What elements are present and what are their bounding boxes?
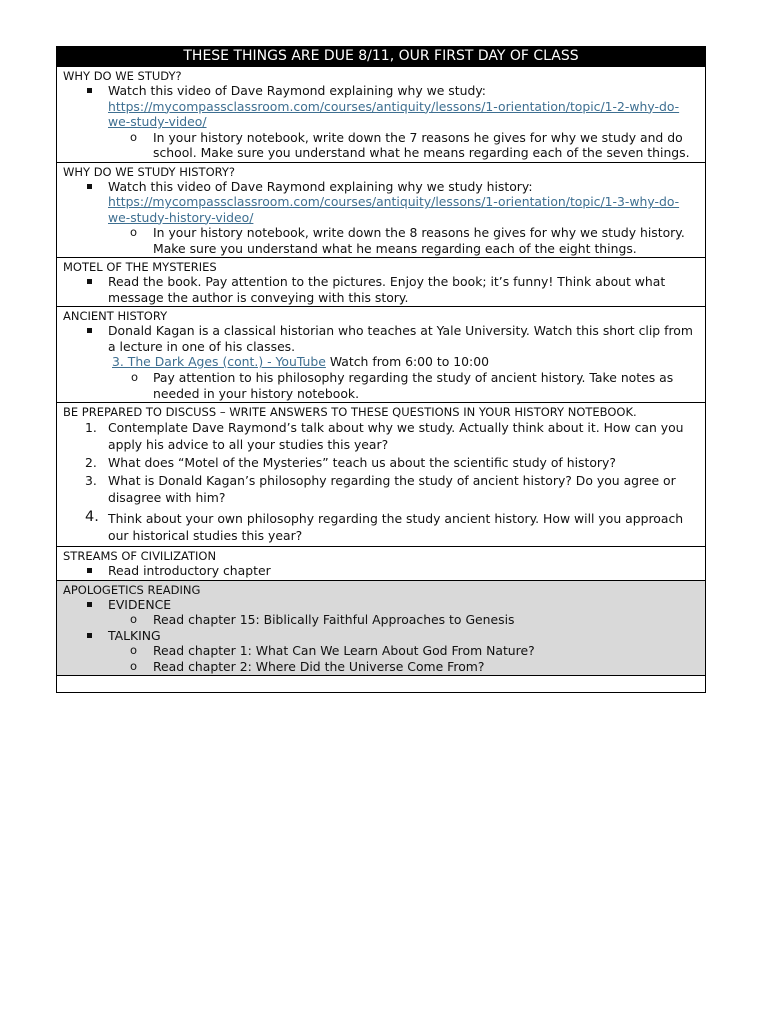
square-bullet-icon (87, 602, 92, 607)
section-why-study (57, 67, 706, 163)
square-bullet-icon (87, 328, 92, 333)
circle-bullet-icon: o (130, 129, 138, 144)
list-item: Watch this video of Dave Raymond explaining why we study: https://mycompassclassroom.com/courses/antiquity/lessons/1-orientation/topic/1-2-why-do-we-study-video/ o In your history notebook, write down the 7 reasons he gives for why we study and do school. Make sure you understand what he means regarding each of the seven things. (63, 83, 699, 161)
video-link[interactable]: https://mycompassclassroom.com/courses/antiquity/lessons/1-orientation/topic/1-2-why-do-we-study-video/ (108, 98, 680, 129)
section-discuss (57, 403, 706, 547)
section-apologetics (57, 580, 706, 676)
section-streams (57, 547, 706, 581)
bullet-list (63, 323, 699, 354)
list-item: Watch this video of Dave Raymond explaining why we study history: https://mycompassclassroom.com/courses/antiquity/lessons/1-orientation/topic/1-3-why-do-we-study-history-video/ o In your history notebook, write down the 8 reasons he gives for why we study history. Make sure you understand what he means regarding each of the eight things. (63, 179, 699, 257)
item-number: 1. (85, 420, 97, 435)
section-heading: WHY DO WE STUDY HISTORY? (63, 164, 236, 179)
square-bullet-icon (87, 88, 92, 93)
section-heading: ANCIENT HISTORY (63, 309, 168, 323)
circle-bullet-icon: o (130, 658, 138, 673)
section-motel (57, 258, 706, 307)
video-link[interactable]: https://mycompassclassroom.com/courses/antiquity/lessons/1-orientation/topic/1-3-why-do-we-study-history-video/ (108, 194, 680, 225)
section-heading: BE PREPARED TO DISCUSS – WRITE ANSWERS TO THESE QUESTIONS IN YOUR HISTORY NOTEBOOK. (63, 405, 637, 419)
list-item: o In your history notebook, write down the 7 reasons he gives for why we study and do school. Make sure you understand what he means regarding each of the seven things. (130, 129, 690, 160)
circle-bullet-icon: o (130, 643, 138, 657)
square-bullet-icon (87, 279, 92, 284)
assignment-table (56, 46, 706, 693)
list-item: Read the book. Pay attention to the pictures. Enjoy the book; it’s funny! Think about what message the author is conveying with this story. (63, 274, 699, 305)
section-heading: WHY DO WE STUDY? (63, 69, 182, 83)
list-item: 1. Contemplate Dave Raymond’s talk about why we study. Actually think about it. How can you apply his advice to all your studies this year? (85, 420, 684, 452)
item-number: 2. (85, 455, 97, 470)
circle-bullet-icon: o (131, 370, 139, 384)
empty-row (57, 676, 706, 693)
section-ancient-history (57, 307, 706, 403)
list-item: o Read chapter 2: Where Did the Universe Come From? (130, 658, 485, 674)
list-item: Read introductory chapter (63, 563, 699, 579)
list-item: o Read chapter 1: What Can We Learn About God From Nature? (130, 643, 535, 658)
square-bullet-icon (87, 184, 92, 189)
square-bullet-icon (87, 568, 92, 573)
circle-bullet-icon: o (130, 225, 138, 239)
list-item: o In your history notebook, write down the 8 reasons he gives for why we study history. Make sure you understand what he means regarding each of the eight things. (130, 225, 685, 256)
youtube-link-line (63, 354, 699, 370)
list-item: o Pay attention to his philosophy regarding the study of ancient history. Take notes as needed in your history notebook. (131, 370, 674, 401)
list-item: 2. What does “Motel of the Mysteries” teach us about the scientific study of history? (85, 455, 616, 470)
list-item: 3. What is Donald Kagan’s philosophy regarding the study of ancient history? Do you agree or disagree with him? (85, 473, 676, 505)
section-heading: STREAMS OF CIVILIZATION (63, 549, 217, 563)
list-item: EVIDENCE o Read chapter 15: Biblically Faithful Approaches to Genesis (63, 597, 699, 628)
list-item: TALKING o Read chapter 1: What Can We Learn About God From Nature? o Read chapter 2: Where Did the Universe Come From? (63, 628, 699, 675)
bullet-list (63, 274, 699, 305)
list-item: Donald Kagan is a classical historian who teaches at Yale University. Watch this short clip from a lecture in one of his classes. (63, 323, 699, 354)
circle-bullet-icon: o (130, 612, 138, 626)
list-item: 4. Think about your own philosophy regarding the study ancient history. How will you approach our historical studies this year? (85, 509, 684, 543)
section-why-history (57, 162, 706, 258)
table-title: THESE THINGS ARE DUE 8/11, OUR FIRST DAY OF CLASS (57, 47, 706, 67)
section-heading: APOLOGETICS READING (63, 582, 201, 597)
square-bullet-icon (87, 633, 92, 638)
bullet-list (63, 83, 699, 161)
bullet-list (63, 563, 699, 579)
numbered-list (63, 419, 699, 544)
watch-time-note: Watch from 6:00 to 10:00 (325, 354, 489, 369)
item-number: 3. (85, 473, 97, 488)
bullet-list (63, 179, 699, 257)
item-number: 4. (85, 509, 99, 525)
section-heading: MOTEL OF THE MYSTERIES (63, 260, 217, 274)
youtube-link[interactable]: 3. The Dark Ages (cont.) - YouTube (112, 354, 326, 369)
list-item: o Read chapter 15: Biblically Faithful Approaches to Genesis (130, 612, 515, 627)
bullet-list (63, 597, 699, 675)
